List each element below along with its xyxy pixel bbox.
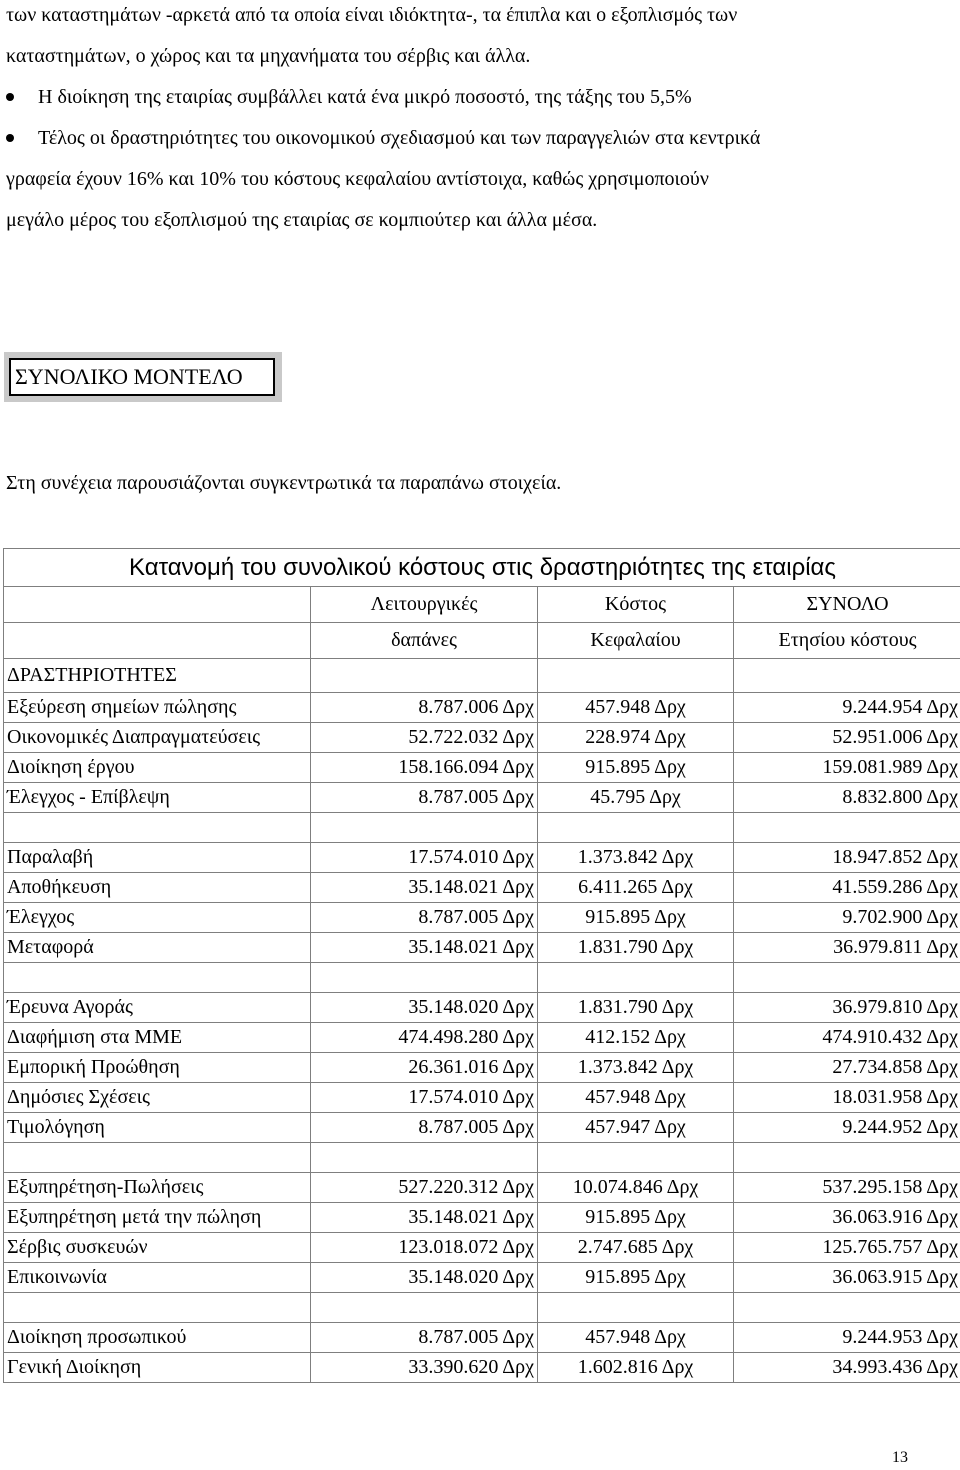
table-header-row (4, 659, 960, 693)
empty-cell (311, 1143, 538, 1173)
total-cost-cell: 125.765.757 Δρχ (734, 1233, 960, 1263)
intro-text: Στη συνέχεια παρουσιάζονται συγκεντρωτικά τα παραπάνω στοιχεία. (6, 472, 562, 494)
table-header-row (4, 623, 960, 659)
empty-cell (734, 813, 960, 843)
table-row (4, 783, 960, 813)
activity-name-cell: Παραλαβή (4, 843, 311, 873)
capital-cost-cell: 457.948 Δρχ (538, 1323, 734, 1353)
capital-cost-cell: 1.602.816 Δρχ (538, 1353, 734, 1383)
page-number: 13 (892, 1449, 908, 1466)
table-row (4, 1323, 960, 1353)
table-title: Κατανομή του συνολικού κόστους στις δραστηριότητες της εταιρίας (4, 549, 960, 587)
bullet-icon (6, 134, 14, 142)
capital-cost-cell: 10.074.846 Δρχ (538, 1173, 734, 1203)
total-cost-cell: 36.063.915 Δρχ (734, 1263, 960, 1293)
capital-cost-cell: 915.895 Δρχ (538, 1263, 734, 1293)
column-header: Ετησίου κόστους (734, 623, 960, 659)
activity-name-cell: Έλεγχος - Επίβλεψη (4, 783, 311, 813)
cost-table (3, 548, 960, 1383)
table-row (4, 933, 960, 963)
capital-cost-cell: 1.831.790 Δρχ (538, 933, 734, 963)
paragraph-line: καταστημάτων, ο χώρος και τα μηχανήματα του σέρβις και άλλα. (6, 45, 531, 67)
capital-cost-cell: 915.895 Δρχ (538, 753, 734, 783)
activity-name-cell: Έλεγχος (4, 903, 311, 933)
activity-name-cell: Δημόσιες Σχέσεις (4, 1083, 311, 1113)
paragraph-line: των καταστημάτων -αρκετά από τα οποία είναι ιδιόκτητα-, τα έπιπλα και ο εξοπλισμός των (6, 4, 738, 26)
operating-cost-cell: 35.148.021 Δρχ (311, 933, 538, 963)
table-row (4, 1203, 960, 1233)
total-cost-cell: 34.993.436 Δρχ (734, 1353, 960, 1383)
empty-cell (4, 1293, 311, 1323)
table-row (4, 753, 960, 783)
empty-cell (311, 963, 538, 993)
bullet-continuation: γραφεία έχουν 16% και 10% του κόστους κεφαλαίου αντίστοιχα, καθώς χρησιμοποιούν (6, 168, 709, 190)
operating-cost-cell: 474.498.280 Δρχ (311, 1023, 538, 1053)
header-empty-cell (4, 587, 311, 623)
operating-cost-cell: 158.166.094 Δρχ (311, 753, 538, 783)
table-row (4, 1353, 960, 1383)
header-empty-cell (734, 659, 960, 693)
activity-name-cell: Γενική Διοίκηση (4, 1353, 311, 1383)
empty-cell (311, 813, 538, 843)
bullet-text: Η διοίκηση της εταιρίας συμβάλλει κατά ένα μικρό ποσοστό, της τάξης του 5,5% (38, 86, 692, 108)
empty-cell (4, 1143, 311, 1173)
total-cost-cell: 9.244.952 Δρχ (734, 1113, 960, 1143)
total-cost-cell: 18.947.852 Δρχ (734, 843, 960, 873)
operating-cost-cell: 527.220.312 Δρχ (311, 1173, 538, 1203)
table-row (4, 1053, 960, 1083)
table-row (4, 1263, 960, 1293)
section-heading: ΣΥΝΟΛΙΚΟ ΜΟΝΤΕΛΟ (9, 358, 275, 396)
activity-name-cell: Εξεύρεση σημείων πώλησης (4, 693, 311, 723)
activity-name-cell: Έρευνα Αγοράς (4, 993, 311, 1023)
empty-cell (734, 963, 960, 993)
total-cost-cell: 159.081.989 Δρχ (734, 753, 960, 783)
operating-cost-cell: 123.018.072 Δρχ (311, 1233, 538, 1263)
activity-name-cell: Διαφήμιση στα ΜΜΕ (4, 1023, 311, 1053)
operating-cost-cell: 35.148.021 Δρχ (311, 1203, 538, 1233)
capital-cost-cell: 412.152 Δρχ (538, 1023, 734, 1053)
table-row (4, 723, 960, 753)
bullet-text: Τέλος οι δραστηριότητες του οικονομικού σχεδιασμού και των παραγγελιών στα κεντρικά (38, 127, 761, 149)
table-row (4, 1233, 960, 1263)
operating-cost-cell: 8.787.005 Δρχ (311, 903, 538, 933)
table-spacer-row (4, 1293, 960, 1323)
table-row (4, 873, 960, 903)
total-cost-cell: 9.244.953 Δρχ (734, 1323, 960, 1353)
activity-name-cell: Εμπορική Προώθηση (4, 1053, 311, 1083)
table-row (4, 1023, 960, 1053)
column-header: Λειτουργικές (311, 587, 538, 623)
operating-cost-cell: 8.787.005 Δρχ (311, 1323, 538, 1353)
operating-cost-cell: 8.787.005 Δρχ (311, 783, 538, 813)
capital-cost-cell: 1.373.842 Δρχ (538, 1053, 734, 1083)
table-row (4, 1173, 960, 1203)
total-cost-cell: 18.031.958 Δρχ (734, 1083, 960, 1113)
activity-name-cell: Εξυπηρέτηση-Πωλήσεις (4, 1173, 311, 1203)
total-cost-cell: 9.702.900 Δρχ (734, 903, 960, 933)
table-row (4, 1083, 960, 1113)
total-cost-cell: 41.559.286 Δρχ (734, 873, 960, 903)
capital-cost-cell: 2.747.685 Δρχ (538, 1233, 734, 1263)
table-header-row (4, 587, 960, 623)
operating-cost-cell: 17.574.010 Δρχ (311, 843, 538, 873)
bullet-icon (6, 93, 14, 101)
bullet-continuation: μεγάλο μέρος του εξοπλισμού της εταιρίας σε κομπιούτερ και άλλα μέσα. (6, 209, 598, 231)
activity-name-cell: Διοίκηση έργου (4, 753, 311, 783)
column-header: ΣΥΝΟΛΟ (734, 587, 960, 623)
operating-cost-cell: 17.574.010 Δρχ (311, 1083, 538, 1113)
capital-cost-cell: 1.831.790 Δρχ (538, 993, 734, 1023)
capital-cost-cell: 228.974 Δρχ (538, 723, 734, 753)
table-spacer-row (4, 1143, 960, 1173)
activity-name-cell: Αποθήκευση (4, 873, 311, 903)
operating-cost-cell: 35.148.020 Δρχ (311, 993, 538, 1023)
capital-cost-cell: 45.795 Δρχ (538, 783, 734, 813)
header-empty-cell (311, 659, 538, 693)
row-header: ΔΡΑΣΤΗΡΙΟΤΗΤΕΣ (4, 659, 311, 693)
total-cost-cell: 36.979.811 Δρχ (734, 933, 960, 963)
activity-name-cell: Επικοινωνία (4, 1263, 311, 1293)
activity-name-cell: Μεταφορά (4, 933, 311, 963)
total-cost-cell: 52.951.006 Δρχ (734, 723, 960, 753)
empty-cell (4, 813, 311, 843)
capital-cost-cell: 457.948 Δρχ (538, 1083, 734, 1113)
empty-cell (311, 1293, 538, 1323)
column-header: Κεφαλαίου (538, 623, 734, 659)
empty-cell (4, 963, 311, 993)
table-row (4, 1113, 960, 1143)
table-title-row (4, 549, 960, 587)
empty-cell (734, 1143, 960, 1173)
capital-cost-cell: 457.948 Δρχ (538, 693, 734, 723)
operating-cost-cell: 26.361.016 Δρχ (311, 1053, 538, 1083)
table-spacer-row (4, 963, 960, 993)
total-cost-cell: 36.063.916 Δρχ (734, 1203, 960, 1233)
empty-cell (538, 813, 734, 843)
activity-name-cell: Διοίκηση προσωπικού (4, 1323, 311, 1353)
section-heading-box (4, 352, 282, 402)
activity-name-cell: Σέρβις συσκευών (4, 1233, 311, 1263)
total-cost-cell: 27.734.858 Δρχ (734, 1053, 960, 1083)
column-header: Κόστος (538, 587, 734, 623)
operating-cost-cell: 35.148.020 Δρχ (311, 1263, 538, 1293)
operating-cost-cell: 8.787.006 Δρχ (311, 693, 538, 723)
operating-cost-cell: 8.787.005 Δρχ (311, 1113, 538, 1143)
operating-cost-cell: 35.148.021 Δρχ (311, 873, 538, 903)
empty-cell (734, 1293, 960, 1323)
header-empty-cell (4, 623, 311, 659)
table-row (4, 843, 960, 873)
empty-cell (538, 1143, 734, 1173)
empty-cell (538, 1293, 734, 1323)
table-row (4, 903, 960, 933)
activity-name-cell: Οικονομικές Διαπραγματεύσεις (4, 723, 311, 753)
total-cost-cell: 36.979.810 Δρχ (734, 993, 960, 1023)
operating-cost-cell: 33.390.620 Δρχ (311, 1353, 538, 1383)
capital-cost-cell: 1.373.842 Δρχ (538, 843, 734, 873)
header-empty-cell (538, 659, 734, 693)
capital-cost-cell: 915.895 Δρχ (538, 1203, 734, 1233)
empty-cell (538, 963, 734, 993)
capital-cost-cell: 915.895 Δρχ (538, 903, 734, 933)
activity-name-cell: Τιμολόγηση (4, 1113, 311, 1143)
operating-cost-cell: 52.722.032 Δρχ (311, 723, 538, 753)
table-row (4, 993, 960, 1023)
table-spacer-row (4, 813, 960, 843)
activity-name-cell: Εξυπηρέτηση μετά την πώληση (4, 1203, 311, 1233)
capital-cost-cell: 6.411.265 Δρχ (538, 873, 734, 903)
total-cost-cell: 474.910.432 Δρχ (734, 1023, 960, 1053)
total-cost-cell: 8.832.800 Δρχ (734, 783, 960, 813)
total-cost-cell: 9.244.954 Δρχ (734, 693, 960, 723)
capital-cost-cell: 457.947 Δρχ (538, 1113, 734, 1143)
total-cost-cell: 537.295.158 Δρχ (734, 1173, 960, 1203)
table-row (4, 693, 960, 723)
paragraph (6, 0, 946, 77)
column-header: δαπάνες (311, 623, 538, 659)
